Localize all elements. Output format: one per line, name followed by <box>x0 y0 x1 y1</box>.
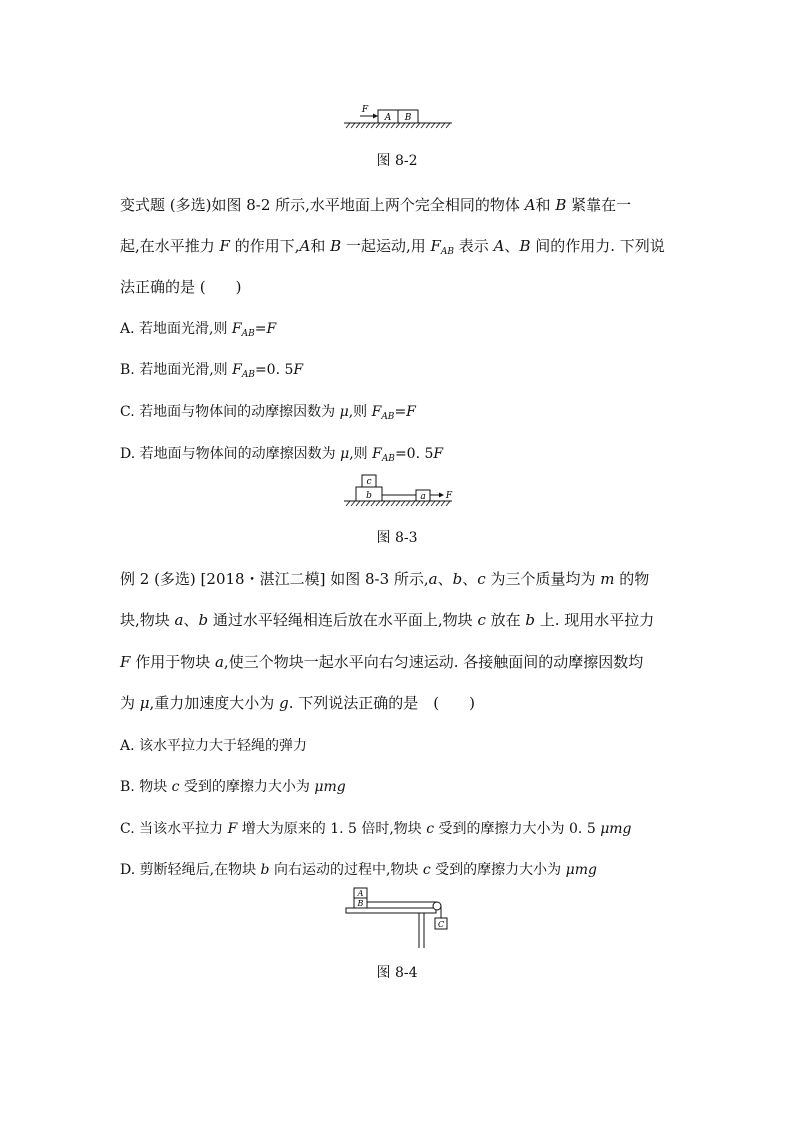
label-c: c <box>366 477 372 487</box>
label-A: A <box>384 113 392 123</box>
q2-option-c: C. 当该水平拉力 F 增大为原来的 1. 5 倍时,物块 c 受到的摩擦力大小为 0. 5 μmg <box>120 821 632 837</box>
figure-8-4 <box>340 884 456 952</box>
q1-option-d: D. 若地面与物体间的动摩擦因数为 μ,则 $F_{AB}=0$. 5F <box>120 446 444 464</box>
label-C: C <box>437 920 445 929</box>
ground-hatch <box>346 501 450 506</box>
figure-8-4-caption: 图 8-4 <box>376 965 418 981</box>
figure-8-3-caption: 图 8-3 <box>376 530 418 546</box>
label-B: B <box>404 113 412 123</box>
q2-option-d: D. 剪断轻绳后,在物块 b 向右运动的过程中,物块 c 受到的摩擦力大小为 μmg <box>120 862 597 878</box>
q1-line-1: 变式题 (多选)如图 8-2 所示,水平地面上两个完全相同的物体 A和 B 紧靠在一 <box>120 196 632 214</box>
label-a: a <box>420 492 426 502</box>
q1-option-c: C. 若地面与物体间的动摩擦因数为 μ,则 $F_{AB}=F$ <box>120 404 416 422</box>
q2-option-b: B. 物块 c 受到的摩擦力大小为 μmg <box>120 779 346 795</box>
ground-hatch <box>346 123 450 128</box>
label-F: F <box>361 105 369 115</box>
q1-option-b: B. 若地面光滑,则 $F_{AB}=0$. 5F <box>120 362 304 380</box>
figure-8-2 <box>340 104 456 130</box>
figure-8-3 <box>340 472 456 508</box>
label-F: F <box>445 491 453 501</box>
force-arrowhead <box>373 114 378 119</box>
q2-line-1: 例 2 (多选) [2018・湛江二模] 如图 8-3 所示,a、b、c 为三个质量均为 m 的物 <box>120 570 650 588</box>
q1-option-a: A. 若地面光滑,则 $F_{AB}=F$ <box>120 321 277 339</box>
q2-line-2: 块,物块 a、b 通过水平轻绳相连后放在水平面上,物块 c 放在 b 上. 现用水平拉力 <box>120 611 655 629</box>
label-b: b <box>366 491 372 501</box>
pulley <box>433 902 441 910</box>
q1-line-2: 起,在水平推力 F 的作用下,A和 B 一起运动,用 $F_{AB}$ 表示 A、B 间的作用力. 下列说 <box>120 237 665 257</box>
q1-line-3: 法正确的是 ( ) <box>120 278 242 296</box>
label-B: B <box>357 899 364 908</box>
force-arrowhead <box>439 493 444 498</box>
table-top <box>346 908 436 913</box>
label-A: A <box>357 889 364 898</box>
q2-line-3: F 作用于物块 a,使三个物块一起水平向右匀速运动. 各接触面间的动摩擦因数均 <box>120 653 644 671</box>
q2-line-4: 为 μ,重力加速度大小为 g. 下列说法正确的是 ( ) <box>120 694 475 712</box>
figure-8-2-caption: 图 8-2 <box>376 153 418 169</box>
q2-option-a: A. 该水平拉力大于轻绳的弹力 <box>120 738 308 754</box>
